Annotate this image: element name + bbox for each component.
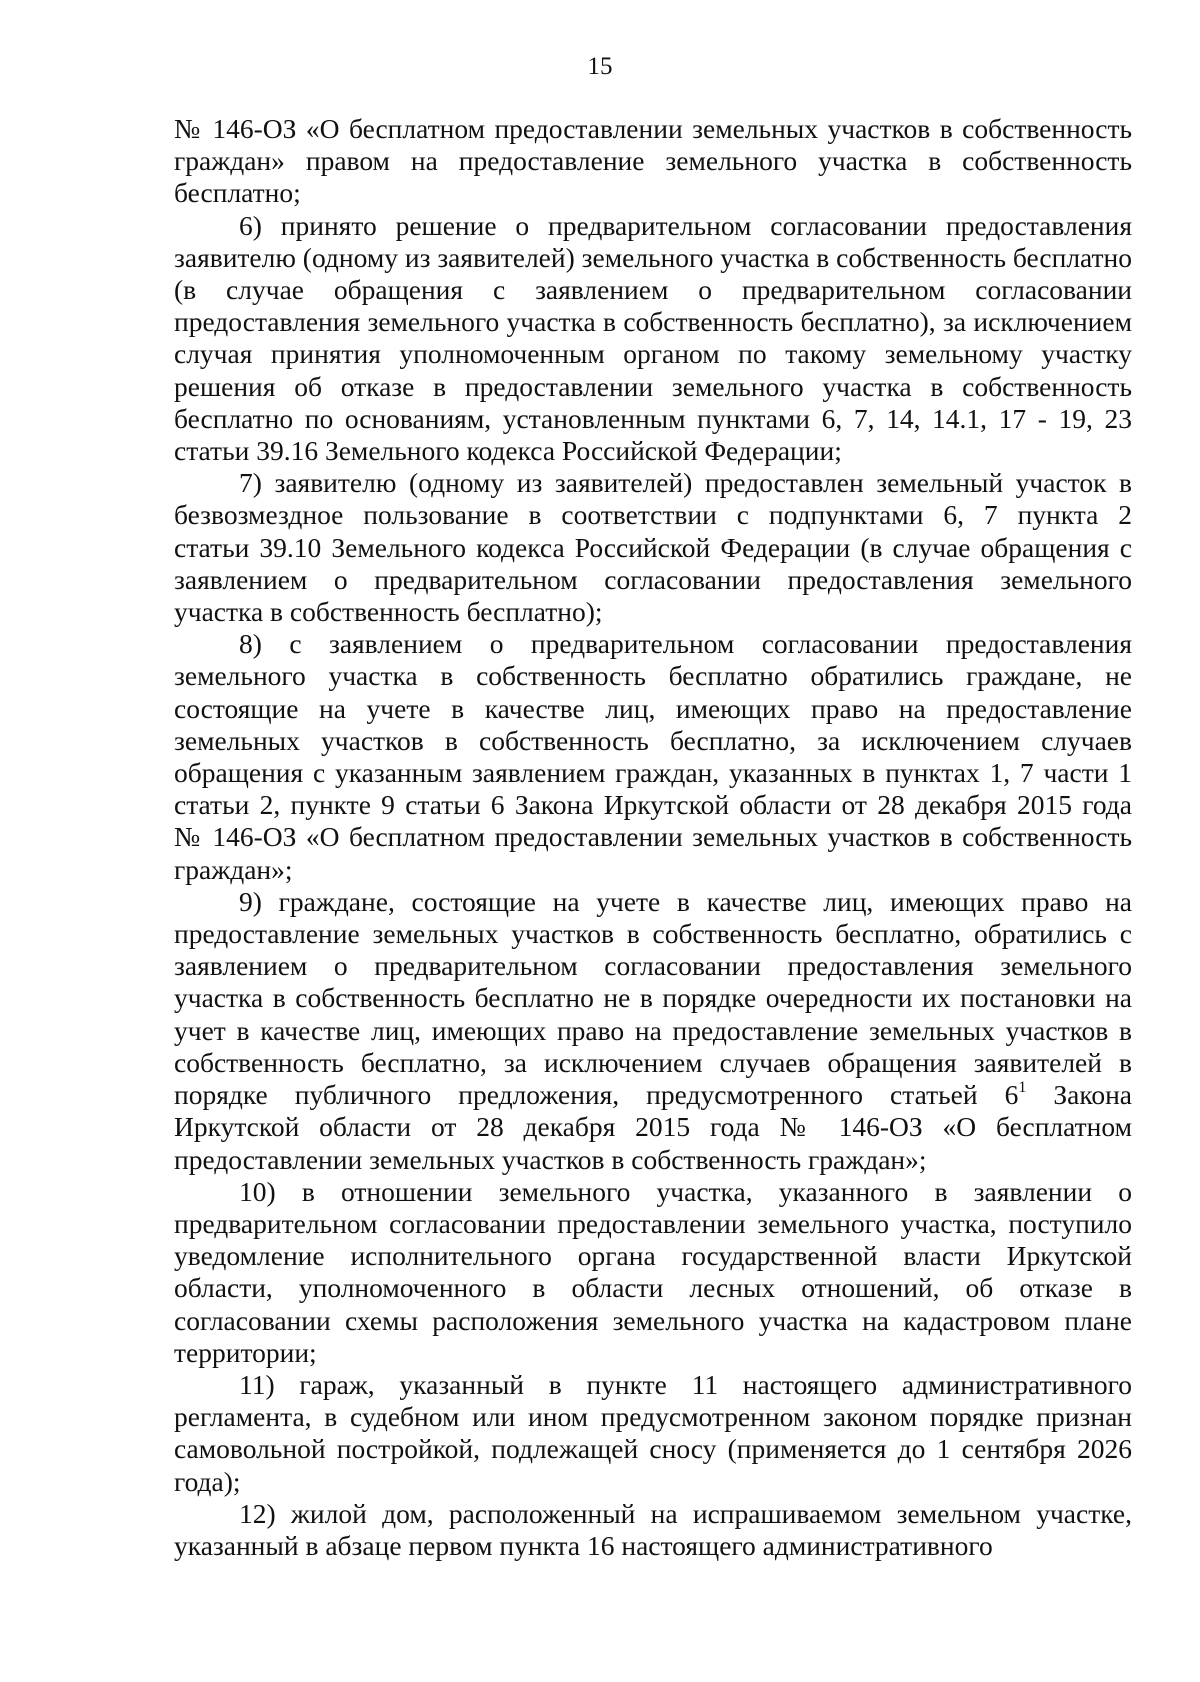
text-line: предоставлении земельных участков в собственность граждан»; — [174, 1143, 927, 1175]
text-line: заявлением о предварительном согласовании предоставления земельного — [174, 563, 1132, 595]
text-line: статьи 39.16 Земельного кодекса Российской Федерации; — [174, 435, 842, 467]
text-line: земельных участков в собственность бесплатно, за исключением случаев — [174, 724, 1132, 756]
text-line: учет в качестве лиц, имеющих право на предоставление земельных участков в — [174, 1014, 1132, 1046]
text-line: бесплатно; — [174, 177, 301, 209]
text-line: (в случае обращения с заявлением о предварительном согласовании — [174, 274, 1132, 306]
text-line: участка в собственность бесплатно); — [174, 596, 603, 628]
text-line: участка в собственность бесплатно не в порядке очередности их постановки на — [174, 982, 1132, 1014]
text-line: 7) заявителю (одному из заявителей) предоставлен земельный участок в — [239, 467, 1132, 499]
text-line — [174, 1079, 1132, 1111]
text-line: территории; — [174, 1336, 317, 1368]
text-line: согласовании схемы расположения земельного участка на кадастровом плане — [174, 1304, 1132, 1336]
paragraph-p9 — [174, 886, 1132, 1176]
text-line: регламента, в судебном или ином предусмотренном законом порядке признан — [174, 1401, 1132, 1433]
text-line: уведомление исполнительного органа государственной власти Иркутской — [174, 1240, 1132, 1272]
paragraph-p7 — [174, 467, 1132, 628]
paragraph-p10 — [174, 1176, 1132, 1369]
text-line: земельного участка в собственность бесплатно обратились граждане, не — [174, 660, 1132, 692]
text-line: 8) с заявлением о предварительном согласовании предоставления — [239, 628, 1132, 660]
text-line: безвозмездное пользование в соответствии с подпунктами 6, 7 пункта 2 — [174, 499, 1132, 531]
text-line: состоящие на учете в качестве лиц, имеющих право на предоставление — [174, 692, 1132, 724]
paragraph-p11 — [174, 1369, 1132, 1498]
superscript: 1 — [1018, 1079, 1027, 1097]
text-line: 10) в отношении земельного участка, указанного в заявлении о — [239, 1175, 1132, 1207]
text-line: статьи 2, пункте 9 статьи 6 Закона Иркутской области от 28 декабря 2015 года — [174, 789, 1132, 821]
text-line: собственность бесплатно, за исключением случаев обращения заявителей в — [174, 1046, 1132, 1078]
paragraph-p6 — [174, 210, 1132, 468]
text-line: решения об отказе в предоставлении земельного участка в собственность — [174, 370, 1132, 402]
text-line: предварительном согласовании предоставлении земельного участка, поступило — [174, 1207, 1132, 1239]
text-line: случая принятия уполномоченным органом по такому земельному участку — [174, 338, 1132, 370]
text-line: № 146-ОЗ «О бесплатном предоставлении земельных участков в собственность — [174, 821, 1132, 853]
text-line: граждан» правом на предоставление земельного участка в собственность — [174, 145, 1132, 177]
document-body — [174, 113, 1132, 1562]
page-number: 15 — [587, 53, 613, 80]
text-line: предоставления земельного участка в собственность бесплатно), за исключением — [174, 306, 1132, 338]
text-line: предоставление земельных участков в собственность бесплатно, обратились с — [174, 918, 1132, 950]
text-line: Иркутской области от 28 декабря 2015 года № 146-ОЗ «О бесплатном — [174, 1111, 1132, 1143]
text-fragment: порядке публичного предложения, предусмотренного статьей 6 — [174, 1079, 1019, 1111]
text-line: 9) граждане, состоящие на учете в качестве лиц, имеющих право на — [239, 885, 1132, 917]
paragraph-p0 — [174, 113, 1132, 210]
text-line: 11) гараж, указанный в пункте 11 настоящего административного — [239, 1368, 1132, 1400]
text-line: года); — [174, 1465, 241, 1497]
text-line: граждан»; — [174, 853, 293, 885]
paragraph-p8 — [174, 628, 1132, 886]
text-line: № 146-ОЗ «О бесплатном предоставлении земельных участков в собственность — [174, 113, 1132, 144]
text-line: статьи 39.10 Земельного кодекса Российской Федерации (в случае обращения с — [174, 531, 1132, 563]
text-line: самовольной постройкой, подлежащей сносу (применяется до 1 сентября 2026 — [174, 1433, 1132, 1465]
text-line: 6) принято решение о предварительном согласовании предоставления — [239, 209, 1132, 241]
text-line: указанный в абзаце первом пункта 16 настоящего административного — [174, 1529, 993, 1561]
text-line: заявителю (одному из заявителей) земельного участка в собственность бесплатно — [174, 241, 1133, 273]
text-line: обращения с указанным заявлением граждан, указанных в пунктах 1, 7 части 1 — [174, 757, 1132, 789]
text-line: области, уполномоченного в области лесных отношений, об отказе в — [174, 1272, 1132, 1304]
text-line: бесплатно по основаниям, установленным пунктами 6, 7, 14, 14.1, 17 - 19, 23 — [174, 402, 1132, 434]
paragraph-p12 — [174, 1498, 1132, 1562]
text-line: 12) жилой дом, расположенный на испрашиваемом земельном участке, — [239, 1497, 1132, 1529]
text-line: заявлением о предварительном согласовании предоставления земельного — [174, 950, 1132, 982]
text-fragment: Закона — [1026, 1079, 1132, 1111]
